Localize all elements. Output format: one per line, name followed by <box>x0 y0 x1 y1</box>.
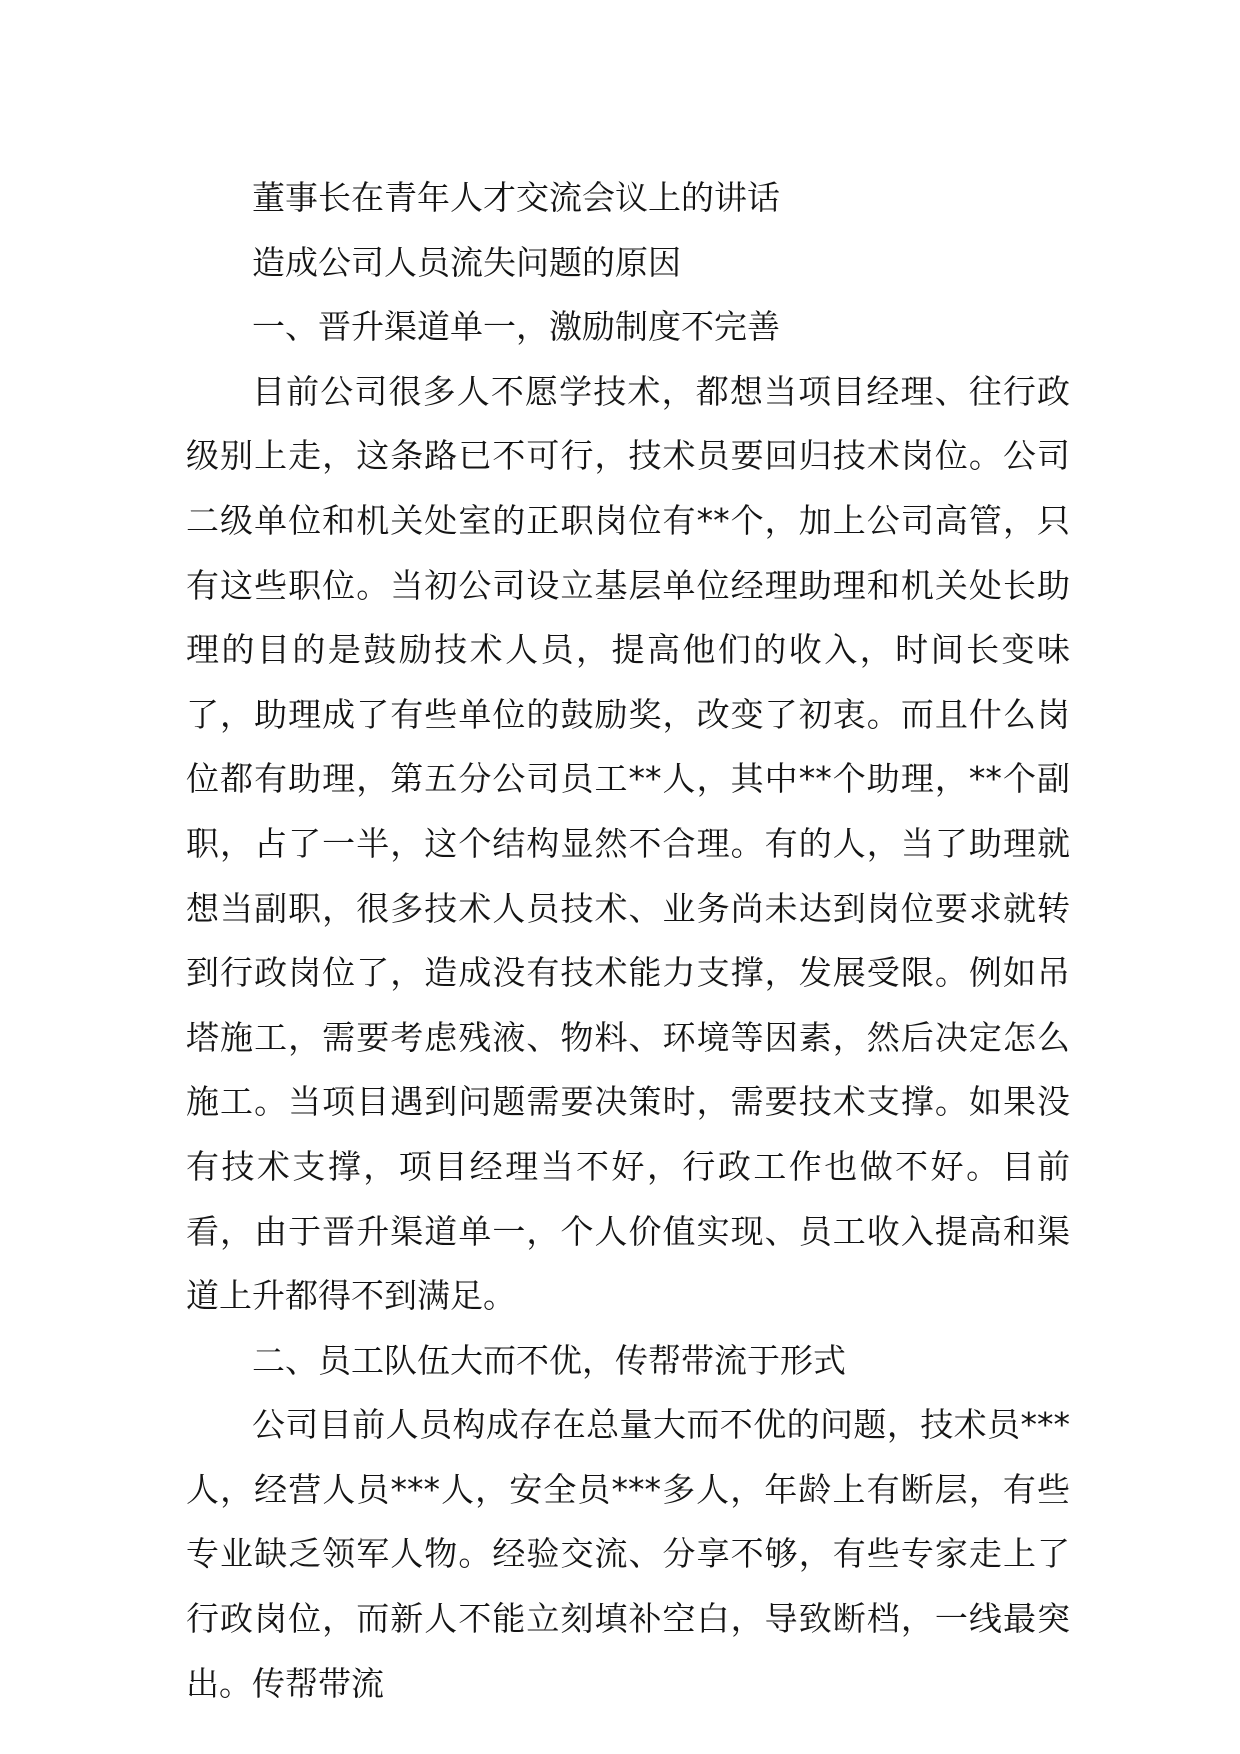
section-2-heading: 二、员工队伍大而不优，传帮带流于形式 <box>252 1340 846 1380</box>
section-1-paragraph: 目前公司很多人不愿学技术，都想当项目经理、往行政级别上走，这条路已不可行，技术员要回归技术岗位。公司二级单位和机关处室的正职岗位有**个，加上公司高管，只有这些职位。当初公司设立基层单位经理助理和机关处长助理的目的是鼓励技术人员，提高他们的收入，时间长变味了，助理成了有些单位的鼓励奖，改变了初衷。而且什么岗位都有助理，第五分公司员工**人，其中**个助理，**个副职，占了一半，这个结构显然不合理。有的人，当了助理就想当副职，很多技术人员技术、业务尚未达到岗位要求就转到行政岗位了，造成没有技术能力支撑，发展受限。例如吊塔施工，需要考虑残液、物料、环境等因素，然后决定怎么施工。当项目遇到问题需要决策时，需要技术支撑。如果没有技术支撑，项目经理当不好，行政工作也做不好。目前看，由于晋升渠道单一，个人价值实现、员工收入提高和渠道上升都得不到满足。 <box>186 371 1070 1316</box>
document-title: 董事长在青年人才交流会议上的讲话 <box>252 178 780 217</box>
section-2-paragraph: 公司目前人员构成存在总量大而不优的问题，技术员***人，经营人员***人，安全员***多人，年龄上有断层，有些专业缺乏领军人物。经验交流、分享不够，有些专家走上了行政岗位，而新人不能立刻填补空白，导致断档，一线最突出。传帮带流 <box>186 1405 1070 1703</box>
document-body <box>186 166 1070 1716</box>
section-1-heading: 一、晋升渠道单一，激励制度不完善 <box>252 307 780 347</box>
document-subtitle: 造成公司人员流失问题的原因 <box>252 242 681 282</box>
